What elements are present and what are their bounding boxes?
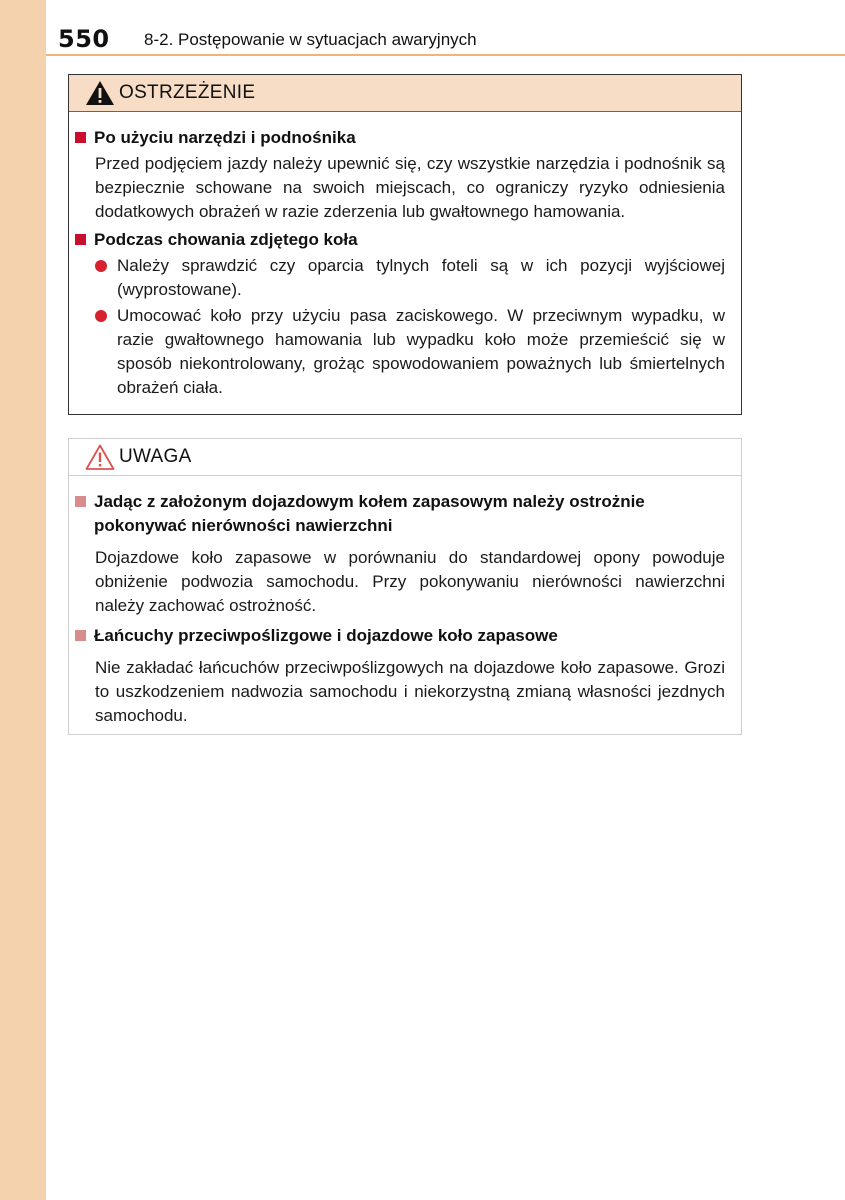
notice-section-2-heading: Łańcuchy przeciwpoślizgowe i dojazdowe koło zapasowe [94,626,558,645]
notice-section-2-text: Nie zakładać łańcuchów przeciwpoślizgowych na dojazdowe koło zapasowe. Grozi to uszkodzeniem nadwozia samochodu i niekorzystną zmianą własności jezdnych samochodu. [95,658,725,725]
bullet-text: Umocować koło przy użyciu pasa zaciskowego. W przeciwnym wypadku, w razie gwałtownego hamowania lub wypadku koło może przemieścić się w sposób niekontrolowany, grożąc spowodowaniem poważnych lub śmiertelnych obrażeń ciała. [117,306,725,397]
notice-label: UWAGA [119,446,192,467]
page-header [46,22,845,56]
bullet-dot-icon [95,310,107,322]
warning-section-1-text: Przed podjęciem jazdy należy upewnić się, czy wszystkie narzędzia i podnośnik są bezpiecznie schowane na swoich miejscach, co ograniczy ryzyko odniesienia dodatkowych obrażeń w razie zderzenia lub gwałtownego hamowania. [95,154,725,221]
warning-box-header [69,75,741,112]
notice-box-body [69,476,741,728]
warning-section-1-heading-row [75,126,725,150]
square-marker-icon [75,496,86,507]
header-rule [46,54,845,56]
caution-triangle-icon [85,443,115,471]
page-number: 550 [58,25,110,53]
notice-box [68,438,742,735]
list-item [75,254,725,302]
notice-section-1-heading-row [75,490,725,538]
notice-box-header [69,439,741,476]
square-marker-icon [75,132,86,143]
square-marker-icon [75,234,86,245]
notice-section-1-heading: Jadąc z założonym dojazdowym kołem zapasowym należy ostrożnie pokonywać nierówności nawierzchni [94,492,645,535]
warning-section-2-heading-row [75,228,725,252]
warning-section-1-heading: Po użyciu narzędzi i podnośnika [94,128,356,147]
warning-box-body [69,112,741,400]
list-item [75,304,725,400]
bullet-text: Należy sprawdzić czy oparcia tylnych foteli są w ich pozycji wyjściowej (wyprostowane). [117,256,725,299]
warning-triangle-icon [85,79,115,107]
bullet-dot-icon [95,260,107,272]
notice-section-2-heading-row [75,624,725,648]
warning-box [68,74,742,415]
warning-section-2-heading: Podczas chowania zdjętego koła [94,230,358,249]
section-title: 8-2. Postępowanie w sytuacjach awaryjnych [144,30,477,49]
notice-section-1-text: Dojazdowe koło zapasowe w porównaniu do standardowej opony powoduje obniżenie podwozia samochodu. Przy pokonywaniu nierówności nawierzchni należy zachować ostrożność. [95,548,725,615]
warning-label: OSTRZEŻENIE [119,82,256,103]
square-marker-icon [75,630,86,641]
side-thumb-band [0,0,46,1200]
